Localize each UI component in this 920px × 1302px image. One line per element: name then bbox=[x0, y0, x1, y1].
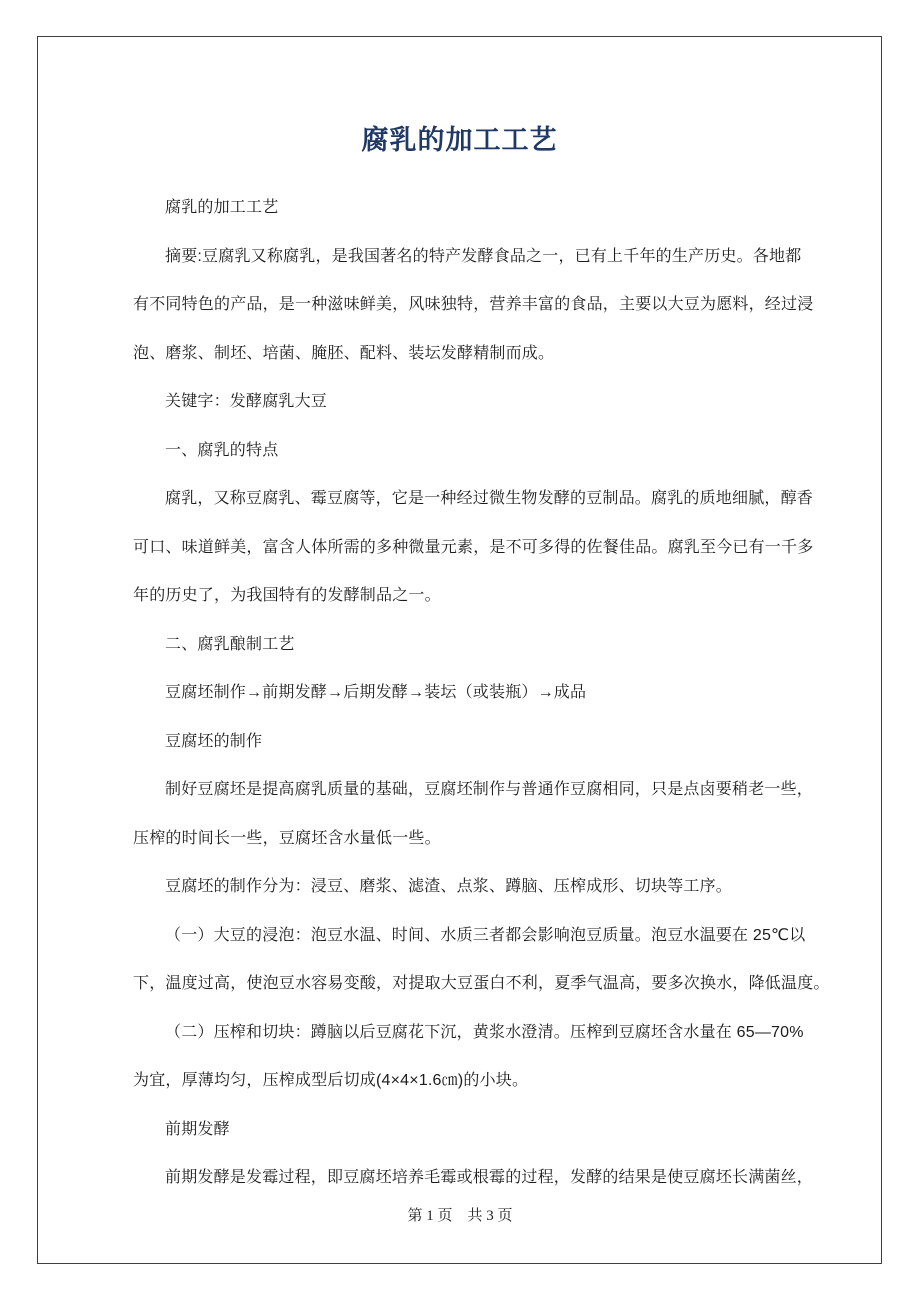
document-text-line: 豆腐坯的制作 bbox=[165, 732, 263, 750]
document-text-line: 下，温度过高，使泡豆水容易变酸，对提取大豆蛋白不利，夏季气温高，要多次换水，降低温度。 bbox=[133, 975, 830, 992]
document-text-line: 豆腐坯的制作分为：浸豆、磨浆、滤渣、点浆、蹲脑、压榨成形、切块等工序。 bbox=[165, 878, 733, 895]
document-text-line: 腐乳的加工工艺 bbox=[165, 199, 279, 216]
document-title: 腐乳的加工工艺 bbox=[361, 125, 558, 155]
document-text-line: 豆腐坯制作→前期发酵→后期发酵→装坛（或装瓶）→成品 bbox=[165, 684, 587, 701]
document-text-line: 压榨的时间长一些，豆腐坯含水量低一些。 bbox=[133, 829, 441, 847]
document-text-line: 摘要:豆腐乳又称腐乳，是我国著名的特产发酵食品之一，已有上千年的生产历史。各地都 bbox=[165, 247, 802, 265]
document-text-line: 可口、味道鲜美，富含人体所需的多种微量元素，是不可多得的佐餐佳品。腐乳至今已有一千多 bbox=[133, 538, 814, 556]
document-text-line: 有不同特色的产品，是一种滋味鲜美，风味独特，营养丰富的食品，主要以大豆为愿料，经过浸 bbox=[133, 296, 814, 313]
document-text-line: 腐乳，又称豆腐乳、霉豆腐等，它是一种经过微生物发酵的豆制品。腐乳的质地细腻，醇香 bbox=[165, 490, 814, 507]
document-text-line: 一、腐乳的特点 bbox=[165, 441, 279, 459]
document-text-line: 前期发酵是发霉过程，即豆腐坯培养毛霉或根霉的过程，发酵的结果是使豆腐坯长满菌丝， bbox=[165, 1169, 814, 1186]
document-text-line: 年的历史了，为我国特有的发酵制品之一。 bbox=[133, 587, 441, 604]
document-text-line: 二、腐乳酿制工艺 bbox=[165, 635, 295, 653]
document-text-line: 泡、磨浆、制坯、培菌、腌胚、配料、装坛发酵精制而成。 bbox=[133, 344, 555, 362]
page-footer: 第 1 页 共 3 页 bbox=[407, 1208, 513, 1224]
document-text-line: 制好豆腐坯是提高腐乳质量的基础，豆腐坯制作与普通作豆腐相同，只是点卤要稍老一些， bbox=[165, 781, 814, 798]
document-text-line: （一）大豆的浸泡：泡豆水温、时间、水质三者都会影响泡豆质量。泡豆水温要在 25℃以 bbox=[165, 926, 806, 944]
document-body bbox=[133, 184, 830, 1203]
document-text-line: 为宜，厚薄均匀，压榨成型后切成(4×4×1.6㎝)的小块。 bbox=[133, 1072, 529, 1089]
document-text-line: （二）压榨和切块：蹲脑以后豆腐花下沉，黄浆水澄清。压榨到豆腐坯含水量在 65—70% bbox=[165, 1023, 804, 1041]
document-text-line: 前期发酵 bbox=[165, 1120, 230, 1138]
document-text-line: 关键字：发酵腐乳大豆 bbox=[165, 393, 328, 410]
